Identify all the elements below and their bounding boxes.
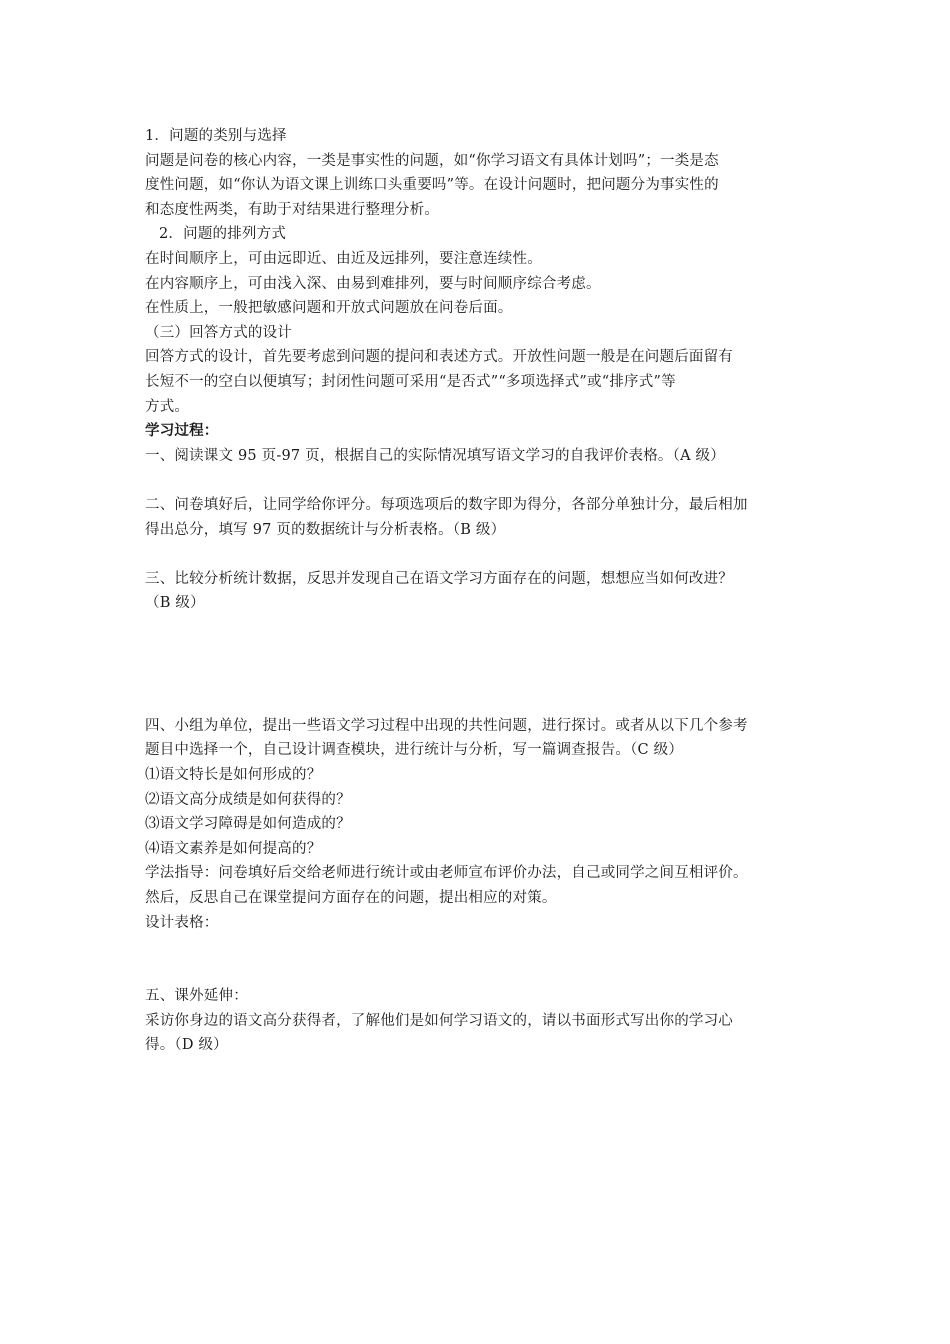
section1-line: 和态度性两类，有助于对结果进行整理分析。: [145, 201, 439, 218]
section2-heading: 2．问题的排列方式: [159, 226, 287, 243]
section1-heading: 1．问题的类别与选择: [145, 128, 287, 144]
topic-item: ⑷语文素养是如何提高的？: [145, 840, 322, 857]
section2-line: 在内容顺序上，可由浅入深、由易到难排列，要与时间顺序综合考虑。: [145, 275, 601, 292]
step2-text: 二、问卷填好后，让同学给你评分。每项选项后的数字即为得分，各部分单独计分，最后相加: [145, 496, 748, 513]
step4-text: 题目中选择一个，自己设计调查模块，进行统计与分析，写一篇调查报告。（C 级）: [145, 742, 684, 759]
step5-text: 得。（D 级）: [145, 1037, 228, 1054]
step1-text: 一、阅读课文 95 页-97 页，根据自己的实际情况填写语文学习的自我评价表格。（A 级）: [145, 447, 725, 464]
spacer: [145, 616, 825, 714]
section2-line: 在性质上，一般把敏感问题和开放式问题放在问卷后面。: [145, 300, 513, 317]
process-heading: 学习过程：: [145, 423, 219, 440]
design-table-label: 设计表格：: [145, 914, 219, 931]
section1-line: 问题是问卷的核心内容，一类是事实性的问题，如“你学习语文有具体计划吗”；一类是态: [145, 152, 719, 169]
step2-text: 得出总分，填写 97 页的数据统计与分析表格。（B 级）: [145, 521, 506, 538]
step3-text: 三、比较分析统计数据，反思并发现自己在语文学习方面存在的问题，想想应当如何改进？: [145, 570, 733, 587]
step4-text: 四、小组为单位，提出一些语文学习过程中出现的共性问题，进行探讨。或者从以下几个参考: [145, 717, 748, 734]
step3-text: （B 级）: [145, 595, 205, 612]
spacer: [145, 542, 825, 567]
section3-line: 方式。: [145, 398, 190, 415]
topic-item: ⑵语文高分成绩是如何获得的？: [145, 791, 351, 808]
section2-line: 在时间顺序上，可由远即近、由近及远排列，要注意连续性。: [145, 250, 542, 267]
section3-line: 长短不一的空白以便填写；封闭性问题可采用“是否式”“多项选择式”或“排序式”等: [145, 373, 676, 390]
section1-line: 度性问题，如“你认为语文课上训练口头重要吗”等。在设计问题时，把问题分为事实性的: [145, 177, 719, 194]
spacer: [145, 468, 825, 493]
spacer: [145, 935, 825, 984]
guidance-text: 学法指导：问卷填好后交给老师进行统计或由老师宣布评价办法，自己或同学之间互相评价。: [145, 865, 748, 882]
section3-line: 回答方式的设计，首先要考虑到问题的提问和表述方式。开放性问题一般是在问题后面留有: [145, 349, 733, 366]
guidance-text: 然后，反思自己在课堂提问方面存在的问题，提出相应的对策。: [145, 890, 557, 907]
section3-heading: （三）回答方式的设计: [145, 324, 292, 341]
step5-heading: 五、课外延伸：: [145, 988, 248, 1005]
topic-item: ⑶语文学习障碍是如何造成的？: [145, 816, 351, 833]
step5-text: 采访你身边的语文高分获得者，了解他们是如何学习语文的，请以书面形式写出你的学习心: [145, 1012, 733, 1029]
document-body: [145, 124, 825, 1058]
topic-item: ⑴语文特长是如何形成的？: [145, 767, 322, 784]
